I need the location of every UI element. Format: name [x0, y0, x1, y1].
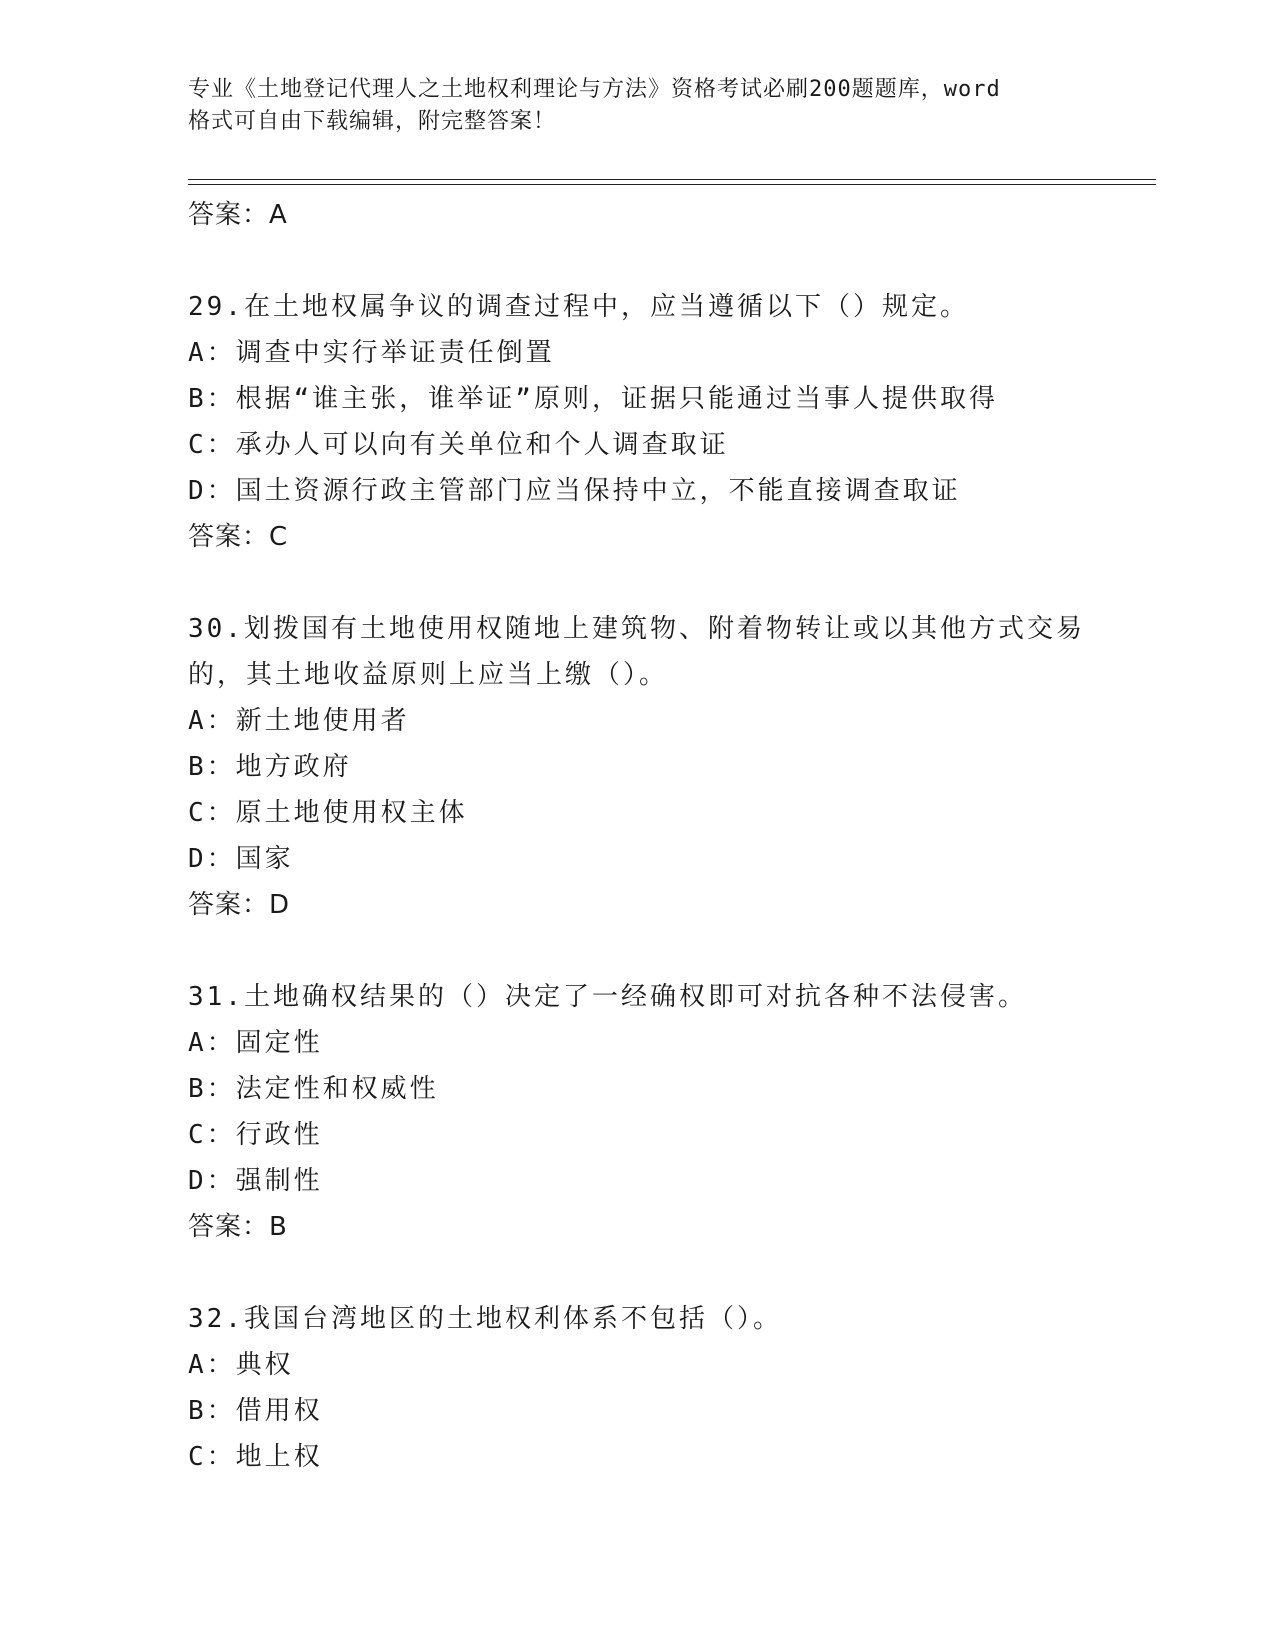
answer-line: 答案：D: [188, 890, 291, 920]
option-b: B：借用权: [188, 1396, 323, 1426]
header-divider-bottom: [188, 184, 1156, 185]
question-stem-line-1: 30.划拨国有土地使用权随地上建筑物、附着物转让或以其他方式交易: [188, 614, 1085, 644]
option-c: C：原土地使用权主体: [188, 798, 468, 828]
answer-line: 答案：A: [188, 200, 288, 230]
option-a: A：固定性: [188, 1028, 323, 1058]
question-stem: 32.我国台湾地区的土地权利体系不包括（）。: [188, 1304, 782, 1334]
answer-line: 答案：C: [188, 522, 289, 552]
option-b: B：法定性和权威性: [188, 1074, 439, 1104]
option-b: B：根据“谁主张，谁举证”原则，证据只能通过当事人提供取得: [188, 384, 998, 414]
question-list: [188, 192, 1118, 1480]
option-b: B：地方政府: [188, 752, 352, 782]
question-30: [188, 606, 1118, 928]
question-stem-line-2: 的，其土地收益原则上应当上缴（）。: [188, 660, 669, 690]
option-c: C：承办人可以向有关单位和个人调查取证: [188, 430, 729, 460]
answer-line: 答案：B: [188, 1212, 288, 1242]
header-line-2: 格式可自由下载编辑，附完整答案！: [188, 109, 557, 134]
option-c: C：行政性: [188, 1120, 323, 1150]
question-stem: 29.在土地权属争议的调查过程中，应当遵循以下（）规定。: [188, 292, 969, 322]
option-d: D：国家: [188, 844, 294, 874]
option-a: A：调查中实行举证责任倒置: [188, 338, 555, 368]
option-d: D：国土资源行政主管部门应当保持中立，不能直接调查取证: [188, 476, 961, 506]
question-stem: 31.土地确权结果的（）决定了一经确权即可对抗各种不法侵害。: [188, 982, 1027, 1012]
document-header: [188, 74, 1088, 138]
question-31: [188, 974, 1118, 1250]
header-line-1: 专业《土地登记代理人之土地权利理论与方法》资格考试必刷200题题库，word: [188, 77, 1001, 102]
option-c: C：地上权: [188, 1442, 323, 1472]
question-29: [188, 284, 1118, 560]
header-divider-top: [188, 179, 1156, 180]
option-d: D：强制性: [188, 1166, 323, 1196]
option-a: A：典权: [188, 1350, 294, 1380]
question-32: [188, 1296, 1118, 1480]
option-a: A：新土地使用者: [188, 706, 410, 736]
